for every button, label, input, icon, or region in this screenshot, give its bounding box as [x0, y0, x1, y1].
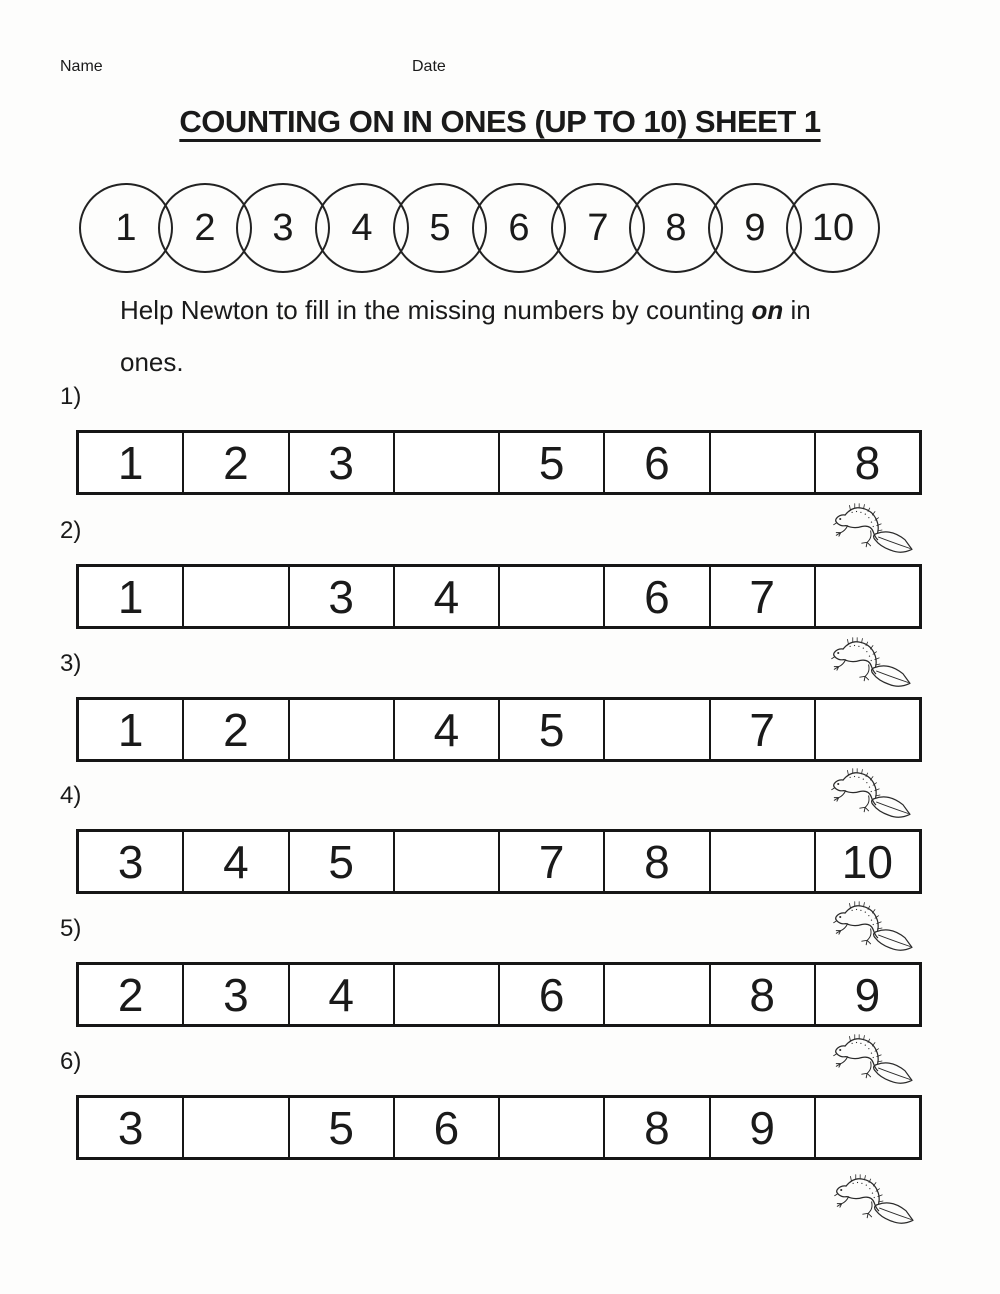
- number-circle: [786, 183, 880, 273]
- answer-cell: 2: [182, 700, 287, 759]
- newt-icon: [829, 764, 917, 826]
- answer-cell: 3: [117, 835, 144, 888]
- number-track: [0, 183, 1000, 275]
- answer-cell: 3: [182, 965, 287, 1024]
- circle-number: 7: [587, 206, 609, 249]
- answer-cell-blank[interactable]: [814, 567, 919, 626]
- number-strip-5: [76, 962, 922, 1027]
- instruction-line-2: ones.: [120, 347, 184, 377]
- number-strip-4: [76, 829, 922, 894]
- row-label-6: 6): [60, 1048, 82, 1075]
- row-label-5: 5): [60, 915, 82, 942]
- answer-cell-blank[interactable]: [709, 832, 814, 891]
- number-strip-3: [76, 697, 922, 762]
- answer-cell-blank[interactable]: [182, 1098, 287, 1157]
- answer-cell: 6: [603, 567, 708, 626]
- circle-number: 2: [194, 206, 216, 249]
- answer-cell: 8: [814, 433, 919, 492]
- answer-cell: 9: [814, 965, 919, 1024]
- answer-cell: 7: [498, 832, 603, 891]
- circle-number: 4: [351, 206, 373, 249]
- row-label-4: 4): [60, 782, 82, 809]
- answer-cell: 6: [603, 433, 708, 492]
- instruction-part: Help Newton to fill in the missing numbers by counting: [120, 295, 752, 325]
- answer-cell-blank[interactable]: [603, 700, 708, 759]
- row-label-3: 3): [60, 650, 82, 677]
- answer-cell: 4: [288, 965, 393, 1024]
- newt-icon: [831, 499, 919, 561]
- answer-cell: 9: [709, 1098, 814, 1157]
- answer-cell: 1: [117, 570, 144, 623]
- number-strip-6: [76, 1095, 922, 1160]
- answer-cell: 5: [288, 1098, 393, 1157]
- circle-number: 3: [272, 206, 294, 249]
- answer-cell: 3: [288, 567, 393, 626]
- number-strip-2: [76, 564, 922, 629]
- row-label-1: 1): [60, 383, 82, 410]
- instruction-text: [120, 284, 960, 388]
- answer-cell: 5: [498, 700, 603, 759]
- name-label: Name: [60, 58, 103, 75]
- answer-cell: 10: [814, 832, 919, 891]
- answer-cell: 4: [393, 567, 498, 626]
- answer-cell-blank[interactable]: [814, 1098, 919, 1157]
- worksheet-title: COUNTING ON IN ONES (UP TO 10) SHEET 1: [179, 104, 821, 139]
- answer-cell-blank[interactable]: [498, 567, 603, 626]
- answer-cell: 2: [182, 433, 287, 492]
- answer-cell-blank[interactable]: [603, 965, 708, 1024]
- answer-cell-blank[interactable]: [498, 1098, 603, 1157]
- circle-number: 8: [665, 206, 687, 249]
- answer-cell: 6: [498, 965, 603, 1024]
- answer-cell-blank[interactable]: [182, 567, 287, 626]
- answer-cell: 7: [709, 567, 814, 626]
- answer-cell: 4: [182, 832, 287, 891]
- answer-cell: 1: [117, 436, 144, 489]
- answer-cell: 3: [117, 1101, 144, 1154]
- newt-icon: [832, 1170, 920, 1232]
- circle-number: 6: [508, 206, 530, 249]
- answer-cell: 7: [709, 700, 814, 759]
- answer-cell: 4: [393, 700, 498, 759]
- answer-cell-blank[interactable]: [288, 700, 393, 759]
- answer-cell: 2: [117, 968, 144, 1021]
- number-strip-1: [76, 430, 922, 495]
- answer-cell-blank[interactable]: [393, 832, 498, 891]
- answer-cell: 8: [603, 1098, 708, 1157]
- newt-icon: [831, 897, 919, 959]
- instruction-part: in: [783, 295, 811, 325]
- answer-cell-blank[interactable]: [393, 965, 498, 1024]
- answer-cell: 8: [709, 965, 814, 1024]
- newt-icon: [829, 633, 917, 695]
- answer-cell: 5: [498, 433, 603, 492]
- instruction-emphasis: on: [751, 295, 784, 325]
- answer-cell: 3: [288, 433, 393, 492]
- answer-cell: 5: [288, 832, 393, 891]
- answer-cell: 8: [603, 832, 708, 891]
- circle-number: 5: [429, 206, 451, 249]
- circle-number: 10: [811, 206, 855, 249]
- date-label: Date: [412, 58, 446, 75]
- answer-cell-blank[interactable]: [393, 433, 498, 492]
- newt-icon: [831, 1030, 919, 1092]
- row-label-2: 2): [60, 517, 82, 544]
- answer-cell: 1: [117, 703, 144, 756]
- answer-cell-blank[interactable]: [814, 700, 919, 759]
- answer-cell: 6: [393, 1098, 498, 1157]
- circle-number: 1: [115, 206, 137, 249]
- instruction-line-1: [120, 284, 960, 336]
- circle-number: 9: [744, 206, 766, 249]
- answer-cell-blank[interactable]: [709, 433, 814, 492]
